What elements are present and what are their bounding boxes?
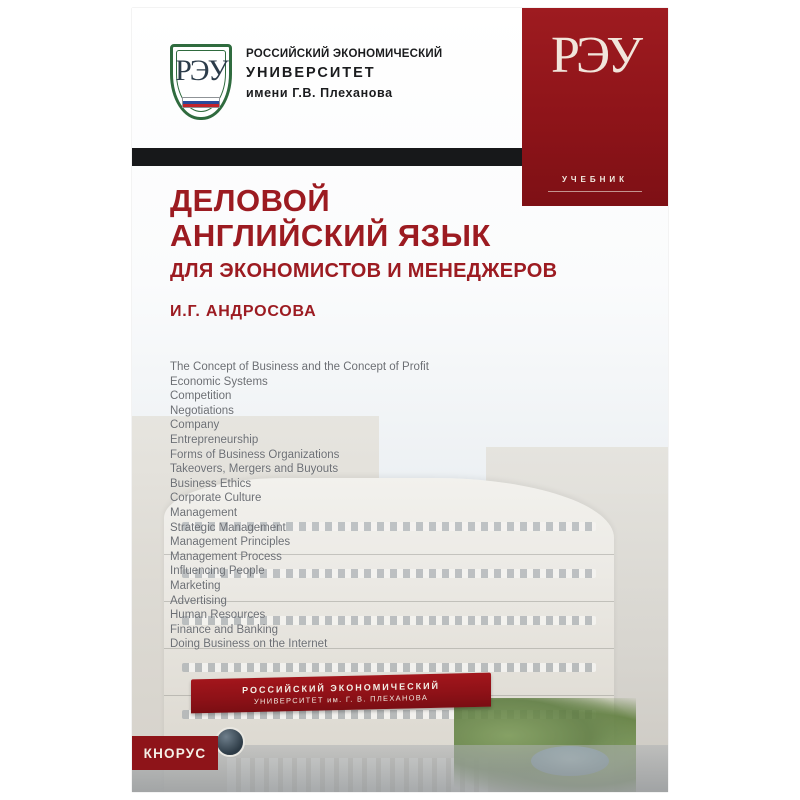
- list-item: Negotiations: [170, 404, 234, 417]
- header-black-bar: [132, 148, 524, 166]
- list-item: Takeovers, Mergers and Buyouts: [170, 463, 339, 476]
- series-red-panel: [522, 8, 668, 206]
- building-sign-line2: УНИВЕРСИТЕТ им. Г. В. ПЛЕХАНОВА: [253, 692, 429, 706]
- list-item: Business Ethics: [170, 477, 252, 490]
- list-item: Forms of Business Organizations: [170, 448, 340, 461]
- list-item: Competition: [170, 390, 232, 403]
- university-line3: имени Г.В. Плеханова: [246, 86, 393, 100]
- list-item: Company: [170, 419, 220, 432]
- university-line2: УНИВЕРСИТЕТ: [246, 65, 376, 81]
- russian-flag-icon: [182, 97, 220, 108]
- title-block: [170, 184, 630, 321]
- list-item: Economic Systems: [170, 375, 268, 388]
- contents-items: [170, 360, 590, 652]
- university-identity: [170, 44, 442, 120]
- list-item: Doing Business on the Internet: [170, 638, 328, 651]
- book-cover: [132, 8, 668, 792]
- list-item: Influencing People: [170, 565, 265, 578]
- list-item: Advertising: [170, 594, 227, 607]
- list-item: Marketing: [170, 579, 221, 592]
- list-item: Strategic Management: [170, 521, 286, 534]
- list-item: Management: [170, 506, 238, 519]
- building-sign: [191, 672, 491, 713]
- list-item: Entrepreneurship: [170, 433, 259, 446]
- series-label: УЧЕБНИК: [561, 175, 629, 184]
- book-author: И.Г. АНДРОСОВА: [170, 303, 317, 321]
- list-item: Finance and Banking: [170, 623, 279, 636]
- contents-list: [170, 360, 590, 652]
- building-emblem-icon: [215, 727, 245, 757]
- list-item: The Concept of Business and the Concept of Profit: [170, 361, 429, 373]
- list-item: Human Resources: [170, 609, 266, 622]
- list-item: Management Principles: [170, 536, 291, 549]
- reu-monogram-icon: РЭУ: [550, 27, 640, 84]
- university-line1: РОССИЙСКИЙ ЭКОНОМИЧЕСКИЙ: [246, 48, 443, 60]
- list-item: Management Process: [170, 550, 282, 563]
- book-title-line2: АНГЛИЙСКИЙ ЯЗЫК: [170, 217, 491, 253]
- publisher-badge: КНОРУС: [132, 736, 218, 770]
- crest-monogram: РЭУ: [175, 54, 227, 87]
- list-item: Corporate Culture: [170, 492, 262, 505]
- building-sign-line1: РОССИЙСКИЙ ЭКОНОМИЧЕСКИЙ: [242, 679, 440, 695]
- book-title-line1: ДЕЛОВОЙ: [170, 183, 331, 218]
- book-subtitle: ДЛЯ ЭКОНОМИСТОВ И МЕНЕДЖЕРОВ: [170, 260, 558, 283]
- university-crest-icon: [170, 44, 232, 120]
